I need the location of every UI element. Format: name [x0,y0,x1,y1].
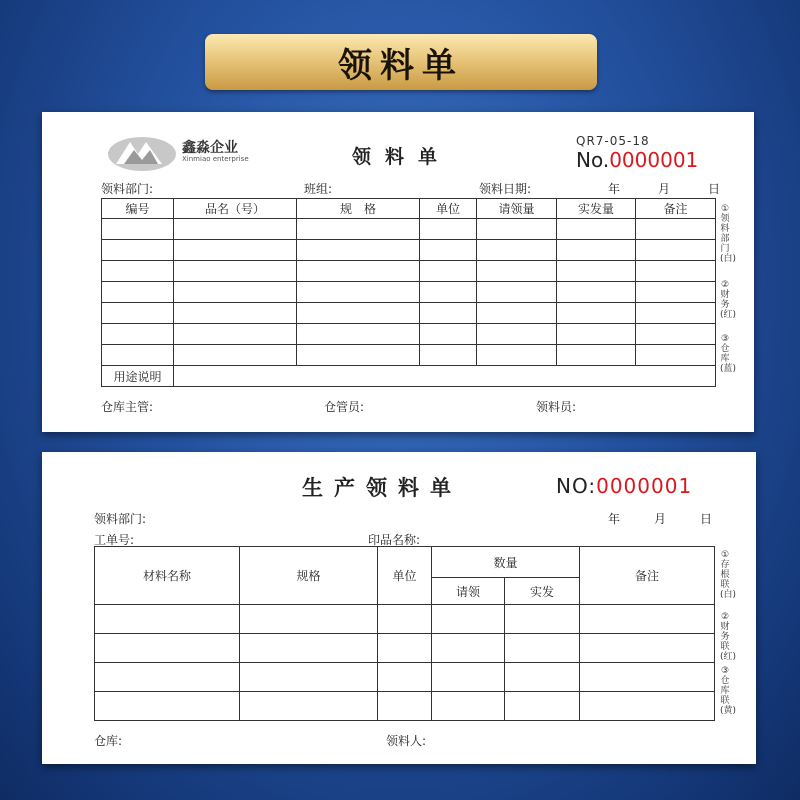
table-cell [432,605,505,634]
form-title: 生产领料单 [302,476,462,500]
table-cell [477,219,557,240]
dept-label: 领料部门: [101,182,154,196]
table-cell [174,345,297,366]
table-cell [240,605,378,634]
col-header: 请领 [432,578,505,605]
table-row [95,692,715,721]
col-header: 备注 [580,547,715,605]
day-label: 日 [700,512,713,526]
table-cell [102,219,174,240]
serial-prefix: NO: [556,474,597,498]
table-cell [95,634,240,663]
table-cell [102,345,174,366]
serial-prefix: No. [576,148,610,172]
table-cell [420,303,477,324]
col-header: 材料名称 [95,547,240,605]
table-cell [95,663,240,692]
copy-label-white: ①领料部门(白) [720,204,737,264]
table-cell [580,605,715,634]
col-header: 品名（号） [174,199,297,219]
table-row [102,240,716,261]
table-cell [557,303,636,324]
table-cell [174,282,297,303]
table-row [95,605,715,634]
table-cell [477,345,557,366]
year-label: 年 [608,182,621,196]
brand-name-english: Xinmiao enterprise [182,155,249,163]
print-name-label: 印品名称: [368,533,421,547]
month-label: 月 [658,182,671,196]
copy-label-blue: ③仓库(蓝) [720,334,737,374]
table-cell [102,324,174,345]
table-header-row [102,199,716,219]
table-row [102,219,716,240]
table-cell [420,219,477,240]
table-cell [102,240,174,261]
table-cell [297,282,420,303]
table-cell [557,240,636,261]
table-row [102,324,716,345]
footer-keeper-label: 仓管员: [324,400,365,414]
table-cell [240,663,378,692]
table-cell [378,634,432,663]
serial-value: 0000001 [609,148,699,172]
month-label: 月 [654,512,667,526]
banner-title: 领料单 [338,45,464,86]
table-cell [174,261,297,282]
table-cell [636,324,716,345]
table-cell [240,692,378,721]
table-cell [557,324,636,345]
table-cell [505,663,580,692]
col-header: 实发量 [557,199,636,219]
col-header: 规 格 [297,199,420,219]
table-cell [505,605,580,634]
table-cell [297,261,420,282]
table-cell [477,303,557,324]
order-label: 工单号: [94,533,135,547]
table-cell [432,634,505,663]
table-cell [557,282,636,303]
table-cell [636,282,716,303]
table-cell [580,634,715,663]
table-cell [557,345,636,366]
col-header: 实发 [505,578,580,605]
table-row [102,345,716,366]
table-cell [102,282,174,303]
table-cell [505,692,580,721]
table-cell [420,345,477,366]
dept-label: 领料部门: [94,512,147,526]
col-header: 数量 [432,547,580,578]
col-header: 备注 [636,199,716,219]
footer-receiver-label: 领料人: [386,734,427,748]
serial-number [576,148,698,172]
table-cell [420,282,477,303]
table-cell [477,261,557,282]
table-cell [636,261,716,282]
footer-warehouse-label: 仓库: [94,734,123,748]
mountain-logo-icon [106,132,178,172]
table-cell [297,324,420,345]
table-cell [95,692,240,721]
table-cell [174,219,297,240]
table-cell [174,303,297,324]
table-row [102,282,716,303]
copy-label-yellow: ③仓库联(黄) [720,666,737,716]
purpose-cell [174,366,716,387]
footer-receiver-label: 领料员: [536,400,577,414]
date-label: 领料日期: [479,182,532,196]
serial-value: 0000001 [596,474,693,498]
table-cell [297,240,420,261]
requisition-form-1 [42,112,754,432]
table-cell [174,324,297,345]
table-cell [102,303,174,324]
year-label: 年 [608,512,621,526]
table-cell [636,219,716,240]
form-title: 领料单 [352,146,452,168]
table-cell [636,240,716,261]
team-label: 班组: [304,182,333,196]
table-cell [636,303,716,324]
purpose-label: 用途说明 [102,366,174,387]
brand-name: 鑫淼企业 [182,140,238,156]
table-cell [636,345,716,366]
items-table [94,546,715,721]
table-cell [477,240,557,261]
col-header: 规格 [240,547,378,605]
table-row [102,303,716,324]
table-cell [557,219,636,240]
table-cell [477,324,557,345]
serial-number [556,474,692,498]
table-cell [297,219,420,240]
table-cell [378,692,432,721]
table-cell [580,692,715,721]
table-cell [240,634,378,663]
table-cell [95,605,240,634]
table-cell [102,261,174,282]
copy-label-red: ②财务联(红) [720,612,737,662]
table-cell [174,240,297,261]
form-code: QR7-05-18 [576,134,650,148]
copy-label-red: ②财务(红) [720,280,737,320]
table-cell [378,663,432,692]
table-cell [477,282,557,303]
purpose-row [102,366,716,387]
requisition-form-2 [42,452,756,764]
col-header: 单位 [378,547,432,605]
table-cell [420,324,477,345]
col-header: 编号 [102,199,174,219]
table-cell [432,663,505,692]
items-table [101,198,716,387]
table-cell [297,345,420,366]
footer-manager-label: 仓库主管: [101,400,154,414]
table-cell [297,303,420,324]
table-cell [420,240,477,261]
day-label: 日 [708,182,721,196]
table-cell [580,663,715,692]
table-cell [505,634,580,663]
table-cell [557,261,636,282]
table-header-row [95,547,715,578]
col-header: 请领量 [477,199,557,219]
table-row [95,634,715,663]
table-cell [420,261,477,282]
table-cell [432,692,505,721]
copy-label-white: ①存根联(白) [720,550,737,600]
table-cell [378,605,432,634]
table-row [95,663,715,692]
col-header: 单位 [420,199,477,219]
header-banner [205,34,597,90]
table-row [102,261,716,282]
